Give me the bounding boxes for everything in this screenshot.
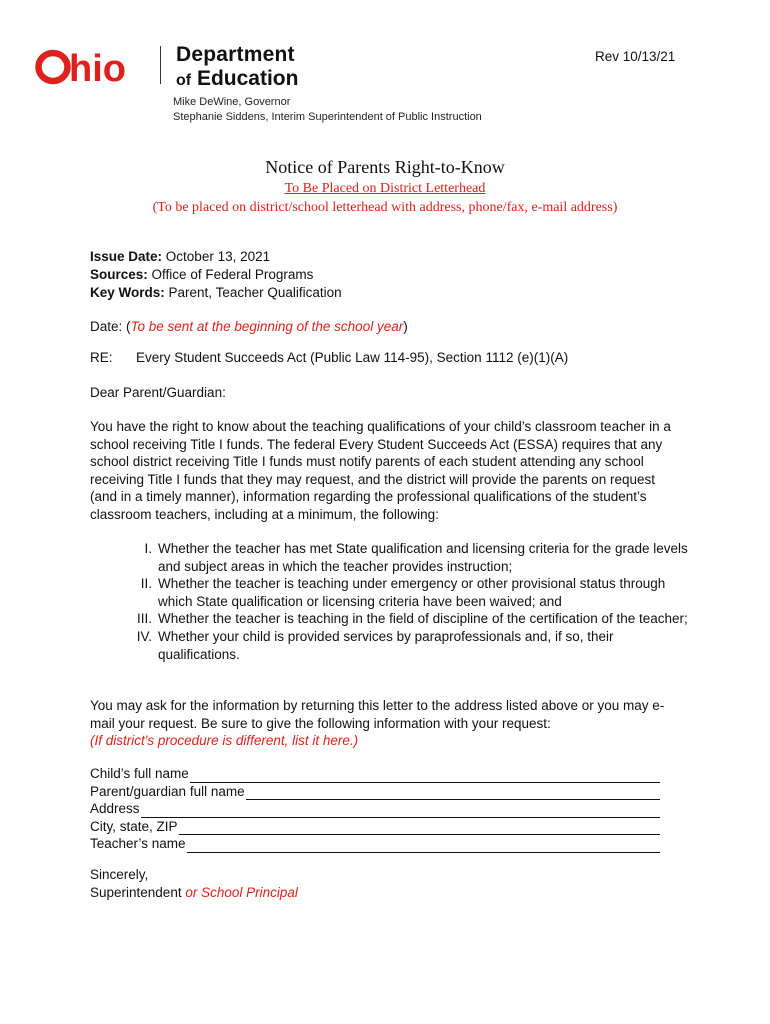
form-field-child-name[interactable] xyxy=(90,765,660,783)
governor-line: Mike DeWine, Governor xyxy=(173,96,291,108)
form-field-address[interactable] xyxy=(90,800,660,818)
field-label: Teacher’s name xyxy=(90,836,186,852)
ohio-wordmark-icon xyxy=(35,40,147,90)
re-subject: Every Student Succeeds Act (Public Law 114-95), Section 1112 (e)(1)(A) xyxy=(136,350,569,365)
request-paragraph xyxy=(90,697,680,750)
list-item xyxy=(130,540,690,575)
document-title: Notice of Parents Right-to-Know xyxy=(265,157,505,177)
department-name-line2 xyxy=(176,67,298,91)
blank-line[interactable] xyxy=(190,770,660,783)
procedure-note: (If district's procedure is different, list it here.) xyxy=(90,733,359,749)
field-label: Parent/guardian full name xyxy=(90,783,245,799)
request-text: You may ask for the information by returning this letter to the address listed above or you may e-mail your request. Be sure to give the following information with your request: xyxy=(90,698,665,731)
date-note: To be sent at the beginning of the school year xyxy=(130,319,404,334)
list-item-text: Whether the teacher is teaching under emergency or other provisional status through which State qualification or licensing criteria have been waived; and xyxy=(158,576,666,609)
officials-block xyxy=(173,95,482,125)
letterhead-note: (To be placed on district/school letterhead with address, phone/fax, e-mail address) xyxy=(152,200,618,215)
list-item-number: III. xyxy=(136,611,152,627)
field-label: Child’s full name xyxy=(90,766,189,781)
blank-line[interactable] xyxy=(141,805,660,818)
issue-date-row xyxy=(90,248,342,266)
list-item-number: I. xyxy=(144,541,152,556)
form-field-city-state-zip[interactable] xyxy=(90,818,660,836)
revision-date: Rev 10/13/21 xyxy=(595,49,676,64)
list-item xyxy=(130,610,690,628)
department-education: Education xyxy=(196,67,299,90)
field-label: City, state, ZIP xyxy=(90,818,178,834)
blank-line[interactable] xyxy=(246,787,660,800)
blank-line[interactable] xyxy=(179,822,660,835)
issue-date-label: Issue Date: xyxy=(90,249,163,264)
date-close: ) xyxy=(403,319,408,334)
field-label: Address xyxy=(90,801,140,817)
closing: Sincerely, xyxy=(90,867,149,882)
greeting: Dear Parent/Guardian: xyxy=(90,385,226,400)
rights-paragraph: You have the right to know about the teaching qualifications of your child’s classroom teacher in a school receiving Title I funds. The federal Every Student Succeeds Act (ESSA) requires that any school district receiving Title I funds must notify parents of each student attending any school receiving Title I funds that they may request, and the district will provide the parents on request (and in a timely manner), information regarding the professional qualifications of the student’s classroom teachers, including at a minimum, the following: xyxy=(90,419,671,522)
keywords-label: Key Words: xyxy=(90,285,165,300)
sources-row xyxy=(90,266,342,284)
date-label: Date: ( xyxy=(90,319,131,334)
keywords-value: Parent, Teacher Qualification xyxy=(168,285,342,300)
logo-divider xyxy=(160,46,161,84)
date-line xyxy=(90,318,690,336)
re-label: RE: xyxy=(90,350,113,365)
list-item-text: Whether the teacher has met State qualification and licensing criteria for the grade levels and subject areas in which the teacher provides instruction; xyxy=(158,541,688,574)
list-item xyxy=(130,628,690,663)
list-item-number: IV. xyxy=(136,628,152,644)
list-item-text: Whether your child is provided services by paraprofessionals and, if so, their qualifications. xyxy=(158,628,614,662)
form-field-teacher-name[interactable] xyxy=(90,835,660,853)
document-meta xyxy=(90,248,342,302)
signer-title: Superintendent xyxy=(90,885,182,900)
blank-line[interactable] xyxy=(187,840,660,853)
issue-date-value: October 13, 2021 xyxy=(165,249,271,264)
department-name-line1: Department xyxy=(176,43,295,66)
qualification-list xyxy=(130,540,690,663)
department-of: of xyxy=(176,72,192,89)
list-item-number: II. xyxy=(140,576,152,592)
request-form xyxy=(90,765,660,853)
ohio-logo xyxy=(35,40,147,90)
signer-alternative: or School Principal xyxy=(185,885,298,900)
keywords-row xyxy=(90,284,342,302)
form-field-parent-name[interactable] xyxy=(90,783,660,801)
superintendent-line: Stephanie Siddens, Interim Superintendent of Public Instruction xyxy=(173,111,482,123)
sources-value: Office of Federal Programs xyxy=(151,267,314,282)
sources-label: Sources: xyxy=(90,267,148,282)
svg-text:hio: hio xyxy=(69,48,126,90)
signature-line xyxy=(90,884,690,902)
list-item xyxy=(130,575,690,610)
list-item-text: Whether the teacher is teaching in the field of discipline of the certification of the teacher; xyxy=(158,611,688,627)
placement-note: To Be Placed on District Letterhead xyxy=(284,181,486,196)
